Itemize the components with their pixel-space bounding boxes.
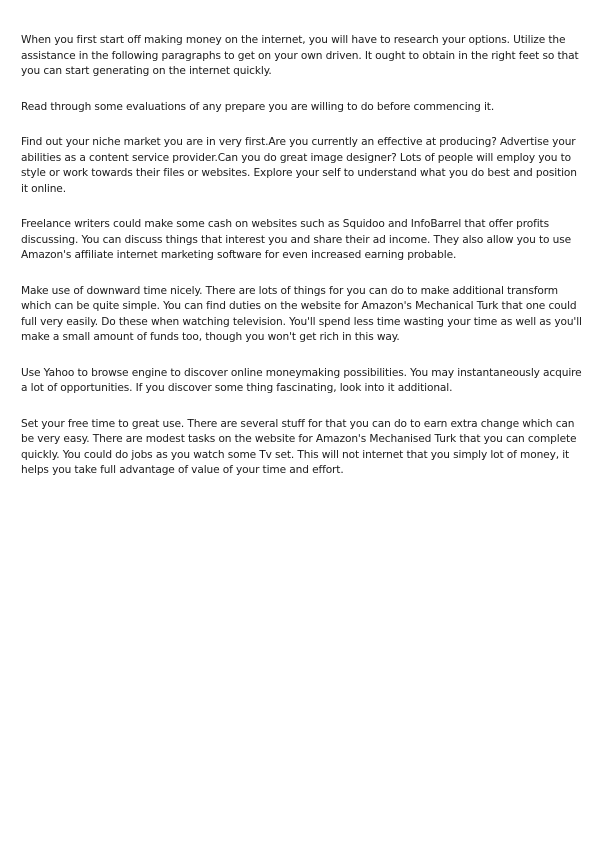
paragraph: Freelance writers could make some cash on websites such as Squidoo and InfoBarrel that offer profits discussing. You can discuss things that interest you and share their ad income. They also allow you to use Amazon's affiliate internet marketing software for even increased earning probable. [21,218,571,261]
article-body [21,33,583,499]
paragraph: Use Yahoo to browse engine to discover online moneymaking possibilities. You may instantaneously acquire a lot of opportunities. If you discover some thing fascinating, look into it additional. [21,366,582,394]
paragraph: Find out your niche market you are in very first.Are you currently an effective at producing? Advertise your abilities as a content service provider.Can you do great image designer? Lots of people will employ you to style or work towards their files or websites. Explore your self to understand what you do best and position it online. [21,136,577,195]
paragraph: Set your free time to great use. There are several stuff for that you can do to earn extra change which can be very easy. There are modest tasks on the website for Amazon's Mechanised Turk that you can complete quickly. You could do jobs as you watch some Tv set. This will not internet that you simply lot of money, it helps you take full advantage of value of your time and effort. [21,417,577,476]
paragraph: Read through some evaluations of any prepare you are willing to do before commencing it. [21,100,495,113]
paragraph: When you first start off making money on the internet, you will have to research your options. Utilize the assistance in the following paragraphs to get on your own driven. It ought to obtain in the right feet so that you can start generating on the internet quickly. [21,34,579,77]
paragraph: Make use of downward time nicely. There are lots of things for you can do to make additional transform which can be quite simple. You can find duties on the website for Amazon's Mechanical Turk that one could full very easily. Do these when watching television. You'll spend less time wasting your time as well as you'll make a small amount of funds too, though you won't get rich in this way. [21,284,582,343]
